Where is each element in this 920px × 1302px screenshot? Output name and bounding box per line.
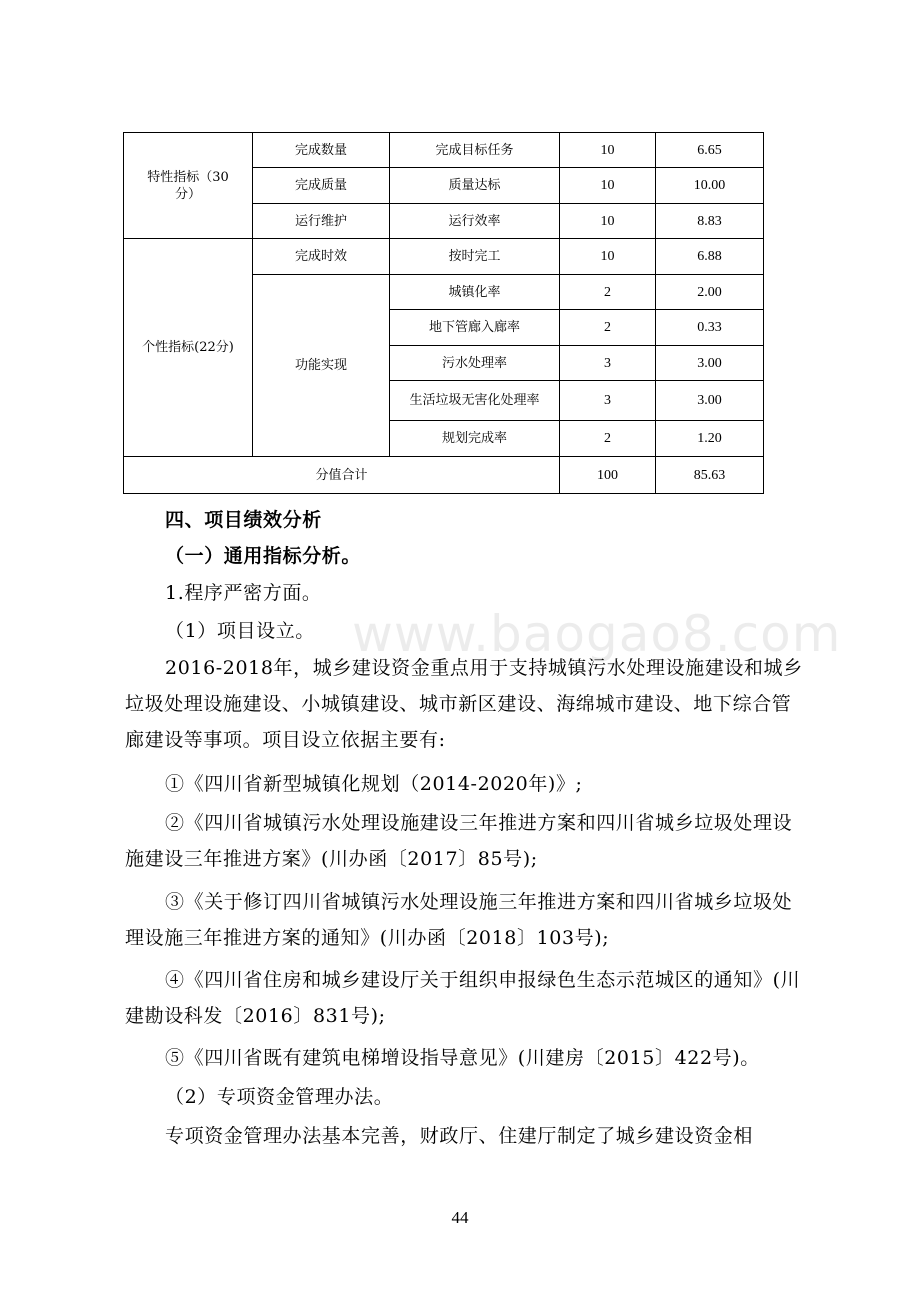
paragraph: （1）项目设立。: [165, 620, 315, 642]
cell: 3.00: [656, 346, 764, 381]
cell: 质量达标: [390, 168, 560, 204]
paragraph: 1.程序严密方面。: [165, 582, 322, 604]
cell: 规划完成率: [390, 421, 560, 457]
cell: 3.00: [656, 381, 764, 421]
cell: 2: [560, 275, 656, 310]
cell: 10: [560, 168, 656, 204]
paragraph: 专项资金管理办法基本完善，财政厅、住建厅制定了城乡建设资金相: [165, 1125, 754, 1147]
cell: 10: [560, 239, 656, 275]
cell: 2: [560, 421, 656, 457]
paragraph: ②《四川省城镇污水处理设施建设三年推进方案和四川省城乡垃圾处理设施建设三年推进方案》(川办函〔2017〕85号);: [125, 812, 793, 870]
cell: 城镇化率: [390, 275, 560, 310]
cell: 2.00: [656, 275, 764, 310]
paragraph: （2）专项资金管理办法。: [165, 1086, 394, 1108]
score-table: [123, 132, 764, 494]
total-label: 分值合计: [124, 457, 560, 494]
cell: 完成数量: [253, 133, 390, 168]
cell: 完成目标任务: [390, 133, 560, 168]
watermark: www.baogao8.com: [352, 605, 842, 663]
paragraph: 2016-2018年，城乡建设资金重点用于支持城镇污水处理设施建设和城乡垃圾处理设施建设、小城镇建设、城市新区建设、海绵城市建设、地下综合管廊建设等事项。项目设立依据主要有:: [125, 657, 803, 751]
cell: 运行维护: [253, 204, 390, 239]
sub-group-label-function: 功能实现: [253, 275, 390, 457]
section-heading: 四、项目绩效分析: [165, 509, 322, 531]
subsection-heading: （一）通用指标分析。: [165, 545, 362, 567]
cell: 6.65: [656, 133, 764, 168]
page-number: 44: [451, 1208, 469, 1227]
cell: 污水处理率: [390, 346, 560, 381]
group-label-individual: 个性指标(22分): [124, 239, 253, 457]
cell: 0.33: [656, 310, 764, 346]
paragraph: ①《四川省新型城镇化规划（2014-2020年)》;: [165, 773, 583, 795]
cell: 10.00: [656, 168, 764, 204]
cell: 按时完工: [390, 239, 560, 275]
cell: 完成时效: [253, 239, 390, 275]
total-score-max: 100: [560, 457, 656, 494]
paragraph: ③《关于修订四川省城镇污水处理设施三年推进方案和四川省城乡垃圾处理设施三年推进方案的通知》(川办函〔2018〕103号);: [125, 891, 793, 949]
paragraph: ⑤《四川省既有建筑电梯增设指导意见》(川建房〔2015〕422号)。: [165, 1047, 760, 1069]
cell: 3: [560, 381, 656, 421]
cell: 1.20: [656, 421, 764, 457]
cell: 10: [560, 204, 656, 239]
paragraph: ④《四川省住房和城乡建设厅关于组织申报绿色生态示范城区的通知》(川建勘设科发〔2016〕831号);: [125, 969, 801, 1027]
cell: 8.83: [656, 204, 764, 239]
cell: 3: [560, 346, 656, 381]
cell: 生活垃圾无害化处理率: [390, 381, 560, 421]
total-score: 85.63: [656, 457, 764, 494]
cell: 运行效率: [390, 204, 560, 239]
cell: 2: [560, 310, 656, 346]
group-label-characteristic: 特性指标（30分）: [124, 133, 253, 239]
cell: 完成质量: [253, 168, 390, 204]
cell: 10: [560, 133, 656, 168]
cell: 6.88: [656, 239, 764, 275]
cell: 地下管廊入廊率: [390, 310, 560, 346]
